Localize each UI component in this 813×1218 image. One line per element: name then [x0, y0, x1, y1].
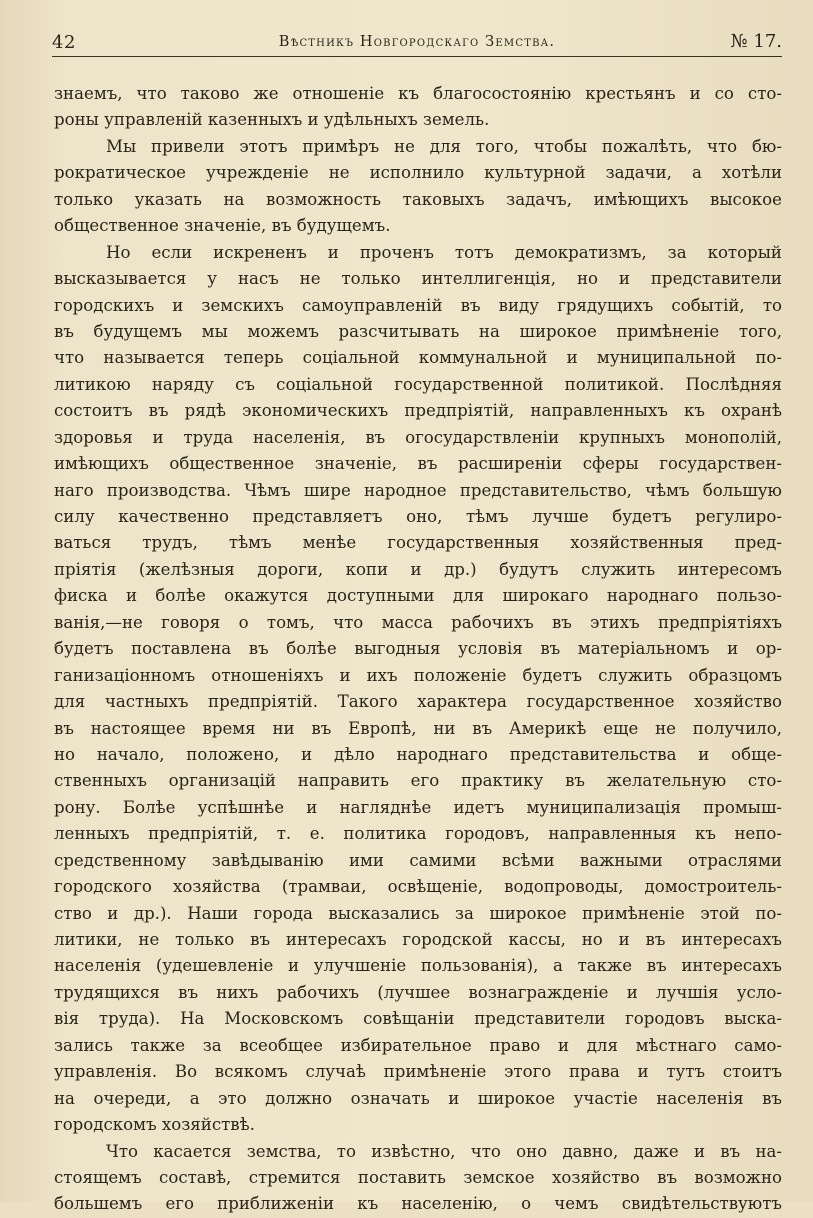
text-line: населенія (удешевленіе и улучшеніе пользованія), а также въ интересахъ	[54, 956, 782, 976]
text-line: что называется теперь соціальной коммунальной и муниципальной по-	[54, 348, 782, 368]
text-line: ленныхъ предпріятій, т. е. политика городовъ, направленныя къ непо-	[54, 824, 782, 844]
text-line: городскомъ хозяйствѣ.	[54, 1115, 255, 1135]
text-line: ваться трудъ, тѣмъ менѣе государственныя хозяйственныя пред-	[54, 533, 782, 553]
text-line: ственныхъ организацій направить его практику въ желательную сто-	[54, 771, 782, 791]
text-line: пріятія (желѣзныя дороги, копи и др.) будутъ служить интересомъ	[54, 559, 782, 579]
text-line: силу качественно представляетъ оно, тѣмъ лучше будетъ регулиро-	[54, 507, 782, 526]
text-line: стоящемъ составѣ, стремится поставить земское хозяйство въ возможно	[54, 1167, 782, 1187]
text-line: наго производства. Чѣмъ шире народное представительство, чѣмъ большую	[54, 480, 782, 500]
text-line: городскихъ и земскихъ самоуправленій въ виду грядущихъ событій, то	[54, 295, 782, 315]
text-line: состоитъ въ рядѣ экономическихъ предпріятій, направленныхъ къ охранѣ	[54, 401, 782, 421]
text-line: вія труда). На Московскомъ совѣщаніи представители городовъ выска-	[54, 1009, 782, 1029]
running-header	[52, 30, 782, 57]
text-line: имѣющихъ общественное значеніе, въ расширеніи сферы государствен-	[54, 454, 782, 474]
text-line: только указать на возможность таковыхъ задачъ, имѣющихъ высокое	[54, 189, 782, 209]
text-line: роны управленій казенныхъ и удѣльныхъ земель.	[54, 110, 490, 130]
text-line: на очереди, а это должно означать и широкое участіе населенія въ	[54, 1088, 782, 1108]
text-line: литикою наряду съ соціальной государственной политикой. Послѣдняя	[54, 374, 782, 394]
text-line: въ настоящее время ни въ Европѣ, ни въ Америкѣ еще не получило,	[54, 718, 782, 738]
text-line: здоровья и труда населенія, въ огосударствленіи крупныхъ монополій,	[54, 427, 782, 447]
text-line: городского хозяйства (трамваи, освѣщеніе, водопроводы, домостроитель-	[54, 877, 782, 897]
text-line: высказывается у насъ не только интеллигенція, но и представители	[54, 269, 782, 289]
journal-title: Вѣстникъ Новгородскаго Земства.	[278, 34, 556, 50]
text-line: большемъ его приближеніи къ населенію, о чемъ свидѣтельствуютъ	[54, 1194, 782, 1214]
text-line: трудящихся въ нихъ рабочихъ (лучшее вознагражденіе и лучшія усло-	[54, 982, 782, 1002]
text-line: фиска и болѣе окажутся доступными для широкаго народнаго пользо-	[54, 586, 782, 606]
text-line: но начало, положено, и дѣло народнаго представительства и обще-	[54, 744, 782, 764]
page-number: 42	[52, 32, 76, 53]
text-line: знаемъ, что таково же отношеніе къ благосостоянію крестьянъ и со сто-	[54, 84, 782, 103]
body-text	[54, 81, 782, 1218]
text-line: управленія. Во всякомъ случаѣ примѣненіе этого права и тутъ стоитъ	[54, 1062, 782, 1082]
text-line: въ будущемъ мы можемъ разсчитывать на широкое примѣненіе того,	[54, 321, 782, 341]
text-line: для частныхъ предпріятій. Такого характера государственное хозяйство	[54, 692, 782, 712]
text-line: литики, не только въ интересахъ городской кассы, но и въ интересахъ	[54, 930, 782, 949]
text-line: Мы привели этотъ примѣръ не для того, чтобы пожалѣть, что бю-	[106, 136, 782, 156]
issue-number: № 17.	[730, 31, 782, 52]
text-line: ванія,—не говоря о томъ, что масса рабочихъ въ этихъ предпріятіяхъ	[54, 612, 782, 632]
text-line: Но если искрененъ и проченъ тотъ демократизмъ, за который	[106, 242, 782, 262]
text-line: рократическое учрежденіе не исполнило культурной задачи, а хотѣли	[54, 163, 782, 183]
text-line: зались также за всеобщее избирательное право и для мѣстнаго само-	[54, 1035, 782, 1055]
text-line: рону. Болѣе успѣшнѣе и нагляднѣе идетъ муниципализація промыш-	[54, 797, 782, 817]
text-line: ство и др.). Наши города высказались за широкое примѣненіе этой по-	[54, 903, 782, 923]
text-line: Что касается земства, то извѣстно, что оно давно, даже и въ на-	[106, 1141, 782, 1161]
text-line: общественное значеніе, въ будущемъ.	[54, 216, 391, 236]
text-line: ганизаціонномъ отношеніяхъ и ихъ положеніе будетъ служить образцомъ	[54, 665, 782, 685]
text-line: средственному завѣдыванію ими самими всѣми важными отраслями	[54, 850, 782, 870]
text-line: будетъ поставлена въ болѣе выгодныя условія въ матеріальномъ и ор-	[54, 639, 782, 659]
